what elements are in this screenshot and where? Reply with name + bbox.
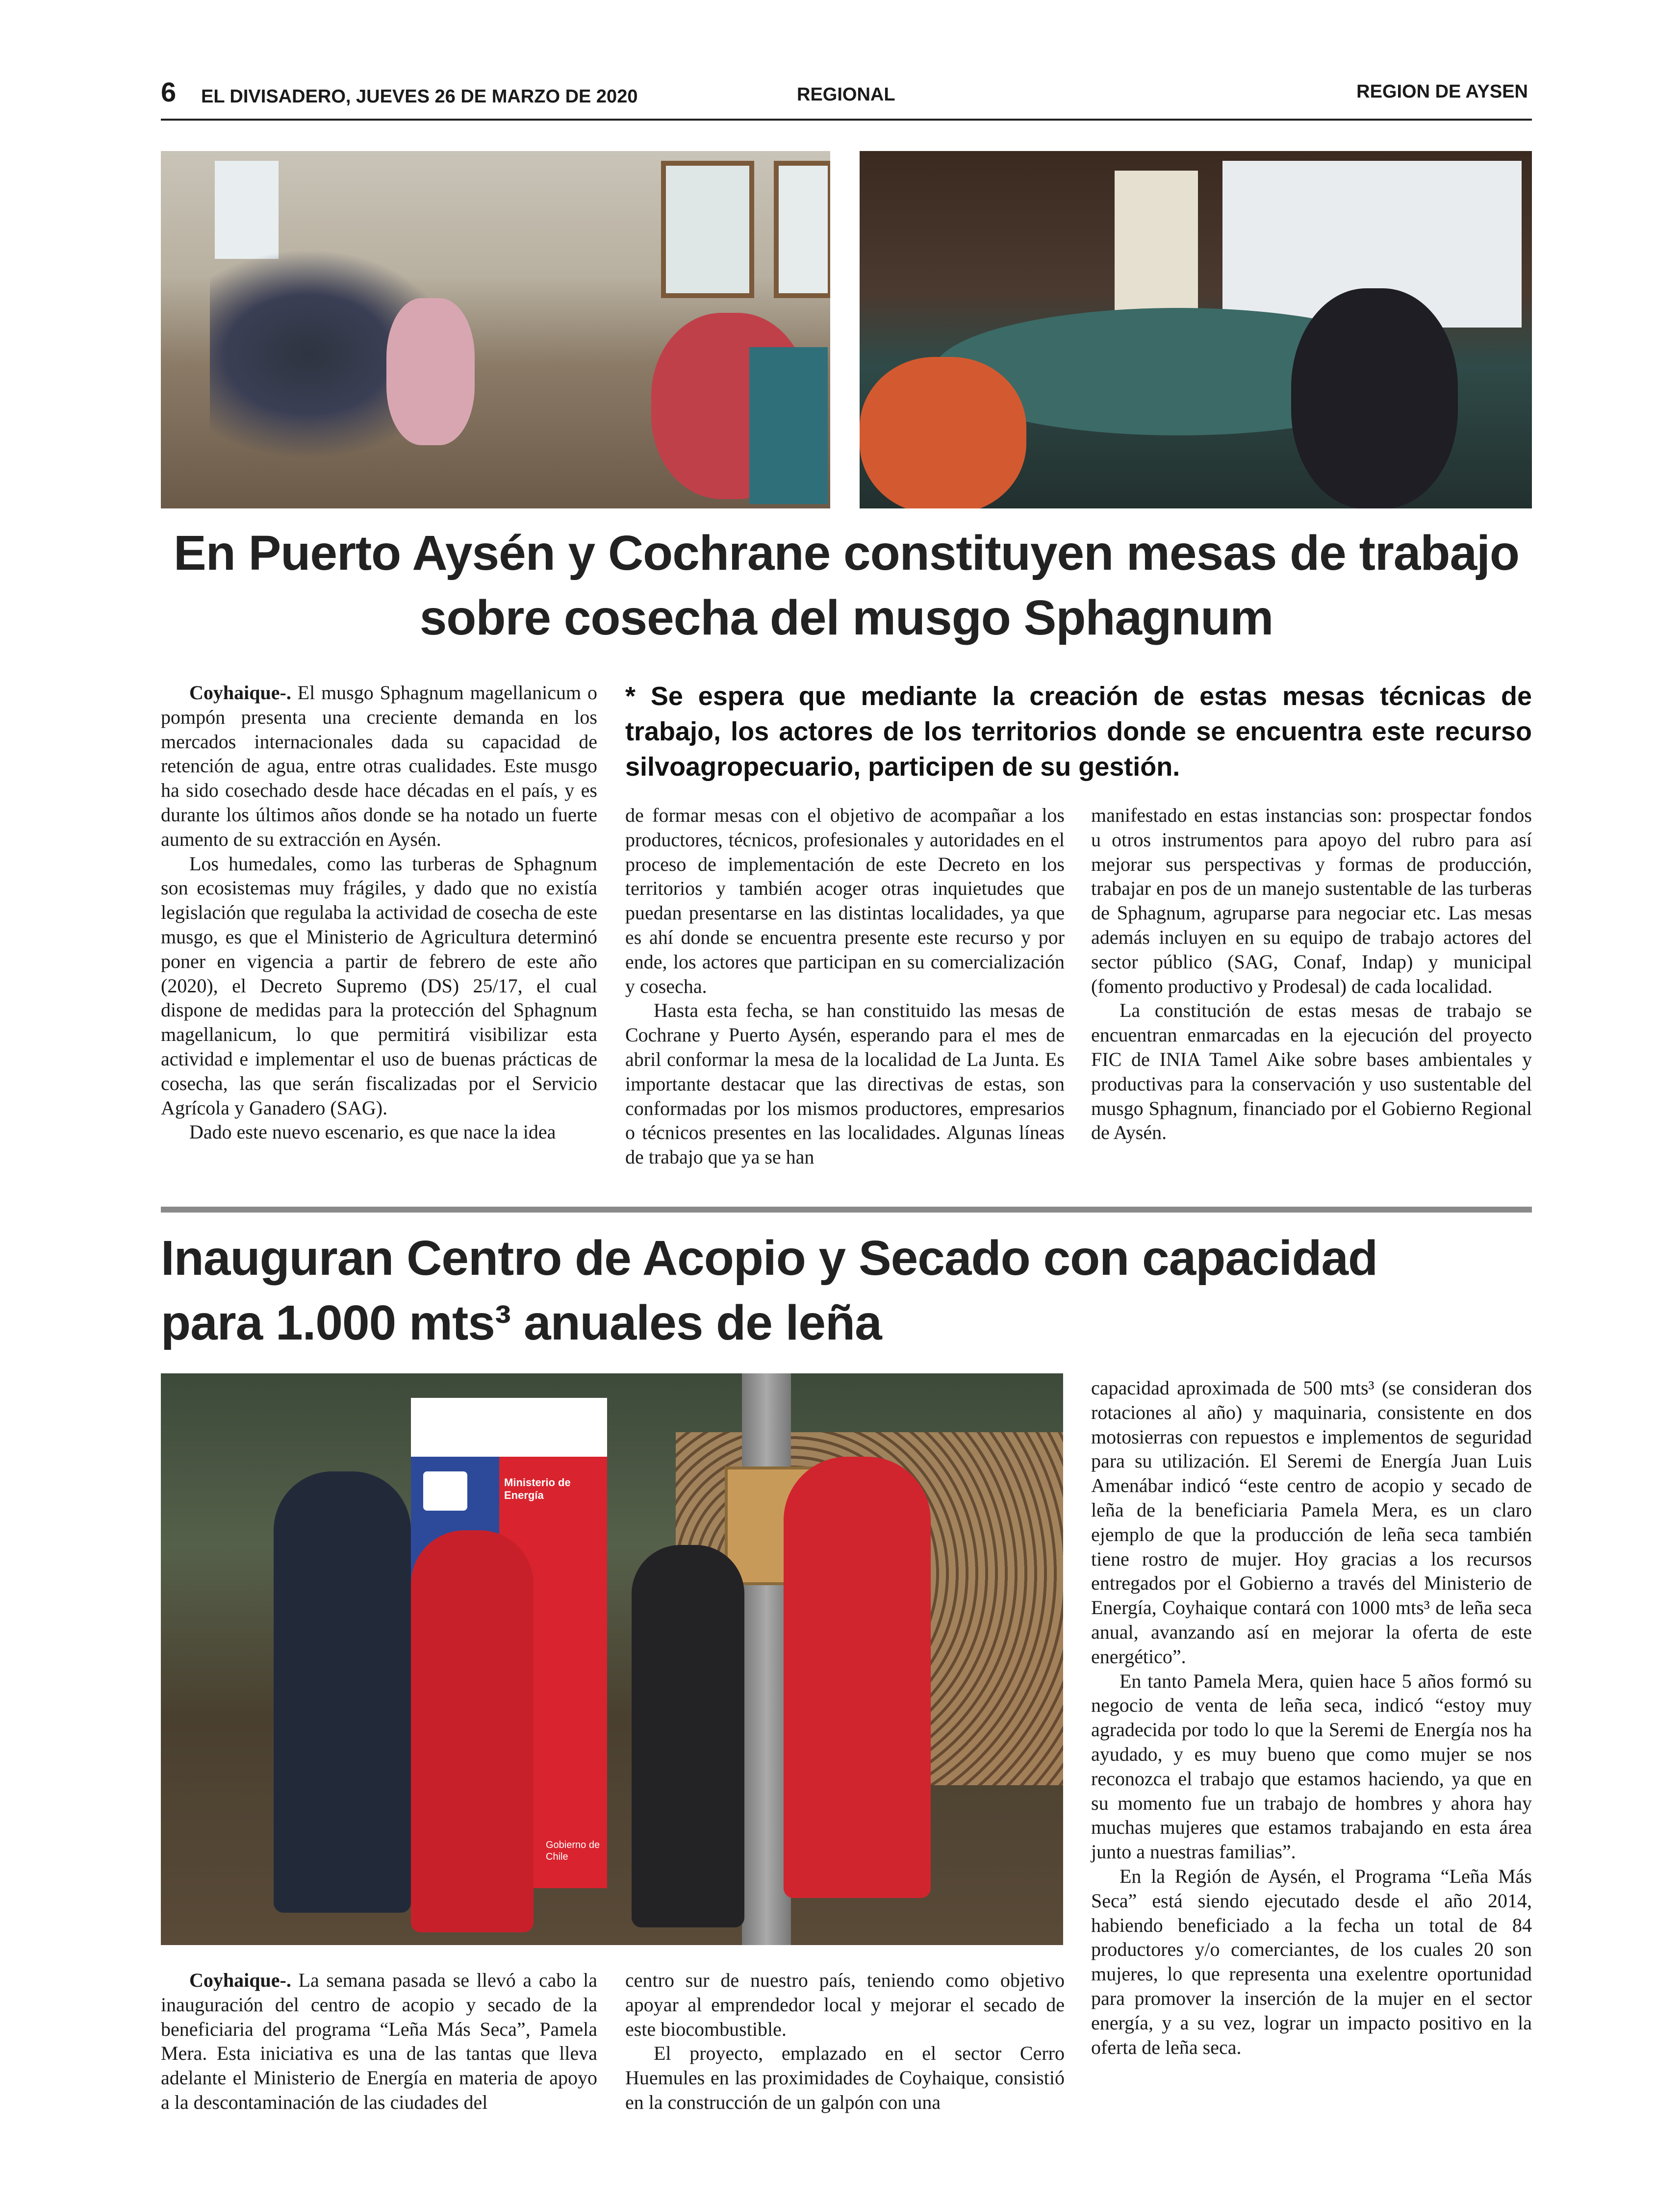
- header-rule: [161, 119, 1532, 121]
- article1-subtitle: * Se espera que mediante la creación de estas mesas técnicas de trabajo, los actores de los territorios donde se encuentra este recurso silvoagropecuario, participen de su gestión.: [625, 682, 1532, 782]
- article2-column-3: [1091, 1376, 1532, 2059]
- person: [784, 1457, 931, 1898]
- region-label: REGION DE AYSEN: [1356, 81, 1528, 102]
- article-divider: [161, 1207, 1532, 1213]
- article2-paragraph: El proyecto, emplazado en el sector Cerro Huemules en las proximidades de Coyhaique, consistió en la construcción de un galpón con una: [625, 2042, 1065, 2113]
- chile-coat-of-arms-icon: [423, 1471, 467, 1511]
- banner-text: Ministerio de Energía: [504, 1476, 571, 1501]
- article2-dateline: Coyhaique-.: [189, 1969, 291, 1991]
- article1-column-2: [625, 803, 1065, 1169]
- article1-column-1: [161, 681, 597, 1144]
- article2-paragraph: La semana pasada se llevó a cabo la inauguración del centro de acopio y secado de la beneficiaria del programa “Leña Más Seca”, Pamela Mera. Esta iniciativa es una de las tantas que lleva adelante el Ministerio de Energía en materia de apoyo a la descontaminación de las ciudades del: [161, 1969, 597, 2113]
- article1-dateline: Coyhaique-.: [189, 682, 291, 704]
- article1-paragraph: Los humedales, como las turberas de Sphagnum son ecosistemas muy frágiles, y dado que no existía legislación que regulaba la actividad de cosecha de este musgo, es que el Ministerio de Agricultura determinó poner en vigencia a partir de febrero de este año (2020), el Decreto Supremo (DS) 25/17, el cual dispone de medidas para la protección del Sphagnum magellanicum, lo que permitirá visibilizar esta actividad e implementar el uso de buenas prácticas de cosecha, las que serán fiscalizadas por el Servicio Agrícola y Ganadero (SAG).: [161, 852, 597, 1119]
- article1-column-3: [1091, 803, 1532, 1145]
- newspaper-date: EL DIVISADERO, JUEVES 26 DE MARZO DE 2020: [201, 86, 638, 107]
- article1-paragraph: Hasta esta fecha, se han constituido las mesas de Cochrane y Puerto Aysén, esperando para el mes de abril conformar la mesa de la localidad de La Junta. Es importante destacar que las directivas de estas, son conformadas por los mismos productores, empresarios o técnicos presentes en las localidades. Algunas líneas de trabajo que ya se han: [625, 999, 1065, 1168]
- article2-paragraph: centro sur de nuestro país, teniendo como objetivo apoyar al emprendedor local y mejorar el secado de este biocombustible.: [625, 1969, 1065, 2040]
- person: [274, 1471, 411, 1913]
- article2-paragraph: capacidad aproximada de 500 mts³ (se consideran dos rotaciones al año) y maquinaria, consistente en dos motosierras con repuestos e implementos de seguridad para su utilización. El Seremi de Energía Juan Luis Amenábar indicó “este centro de acopio y secado de leña de la beneficiaria Pamela Mera, es un claro ejemplo de que la producción de leña seca también tiene rostro de mujer. Hoy gracias a los recursos entregados por el Gobierno a través del Ministerio de Energía, Coyhaique contará con 1000 mts³ de leña seca anual, avanzando así en mejorar la oferta de este energético”.: [1091, 1377, 1532, 1668]
- section-label: REGIONAL: [797, 84, 895, 105]
- article1-paragraph: de formar mesas con el objetivo de acompañar a los productores, técnicos, profesionales y autoridades en el proceso de implementación de este Decreto en los territorios y también acoger otras inquietudes que puedan presentarse en las distintas localidades, ya que es ahí donde se encuentra presente este recurso y por ende, los actores que participan en su comercialización y cosecha.: [625, 804, 1065, 997]
- article1-paragraph: Dado este nuevo escenario, es que nace la idea: [189, 1121, 556, 1143]
- article2-column-1: [161, 1968, 597, 2115]
- meeting-photo-right: [860, 151, 1532, 508]
- article2-column-2: [625, 1968, 1065, 2115]
- person: [411, 1530, 534, 1932]
- meeting-photo-left: [161, 151, 830, 508]
- article1-paragraph: El musgo Sphagnum magellanicum o pompón presenta una creciente demanda en los mercados internacionales dada su capacidad de retención de agua, entre otras cualidades. Este musgo ha sido cosechado desde hace décadas en el país, y es durante los últimos años donde se ha notado un fuerte aumento de su extracción en Aysén.: [161, 682, 597, 850]
- article1-paragraph: manifestado en estas instancias son: prospectar fondos u otros instrumentos para apoyo del rubro para así mejorar sus perspectivas y formas de producción, trabajar en pos de un manejo sustentable de las turberas de Sphagnum, agruparse para negociar etc. Las mesas además incluyen en su equipo de trabajo actores del sector público (SAG, Conaf, Indap) y municipal (fomento productivo y Prodesal) de cada localidad.: [1091, 804, 1532, 997]
- article2-headline-line2: para 1.000 mts³ anuales de leña: [161, 1295, 882, 1350]
- inauguration-photo: [161, 1373, 1063, 1945]
- article2-headline-line1: Inauguran Centro de Acopio y Secado con capacidad: [161, 1231, 1378, 1286]
- article2-paragraph: En tanto Pamela Mera, quien hace 5 años formó su negocio de venta de leña seca, indicó “estoy muy agradecida por todo lo que la Seremi de Energía nos ha ayudado, y es muy bueno que como mujer se nos reconozca el trabajo que estamos haciendo, ya que en su momento fue un trabajo de hombres y ahora hay muchas mujeres que estamos trabajando en esta área junto a nuestras familias”.: [1091, 1670, 1532, 1863]
- article1-paragraph: La constitución de estas mesas de trabajo se encuentran enmarcadas en la ejecución del proyecto FIC de INIA Tamel Aike sobre bases ambientales y productivas para la conservación y uso sustentable del musgo Sphagnum, financiado por el Gobierno Regional de Aysén.: [1091, 999, 1532, 1144]
- article2-paragraph: En la Región de Aysén, el Programa “Leña Más Seca” está siendo ejecutado desde el año 2014, habiendo beneficiado a la fecha un total de 84 productores y/o comerciantes, de los cuales 20 son mujeres, lo que representa una exelentre oportunidad para promover la inserción de la mujer en el sector energía, y a su vez, lograr un impacto positivo en la oferta de leña seca.: [1091, 1865, 1532, 2058]
- article2-headline: [161, 1226, 1532, 1355]
- page-number: 6: [161, 76, 177, 107]
- person: [632, 1545, 744, 1927]
- article1-headline: En Puerto Aysén y Cochrane constituyen mesas de trabajo sobre cosecha del musgo Sphagnum: [174, 526, 1519, 645]
- banner-footer: Gobierno de Chile: [546, 1840, 600, 1862]
